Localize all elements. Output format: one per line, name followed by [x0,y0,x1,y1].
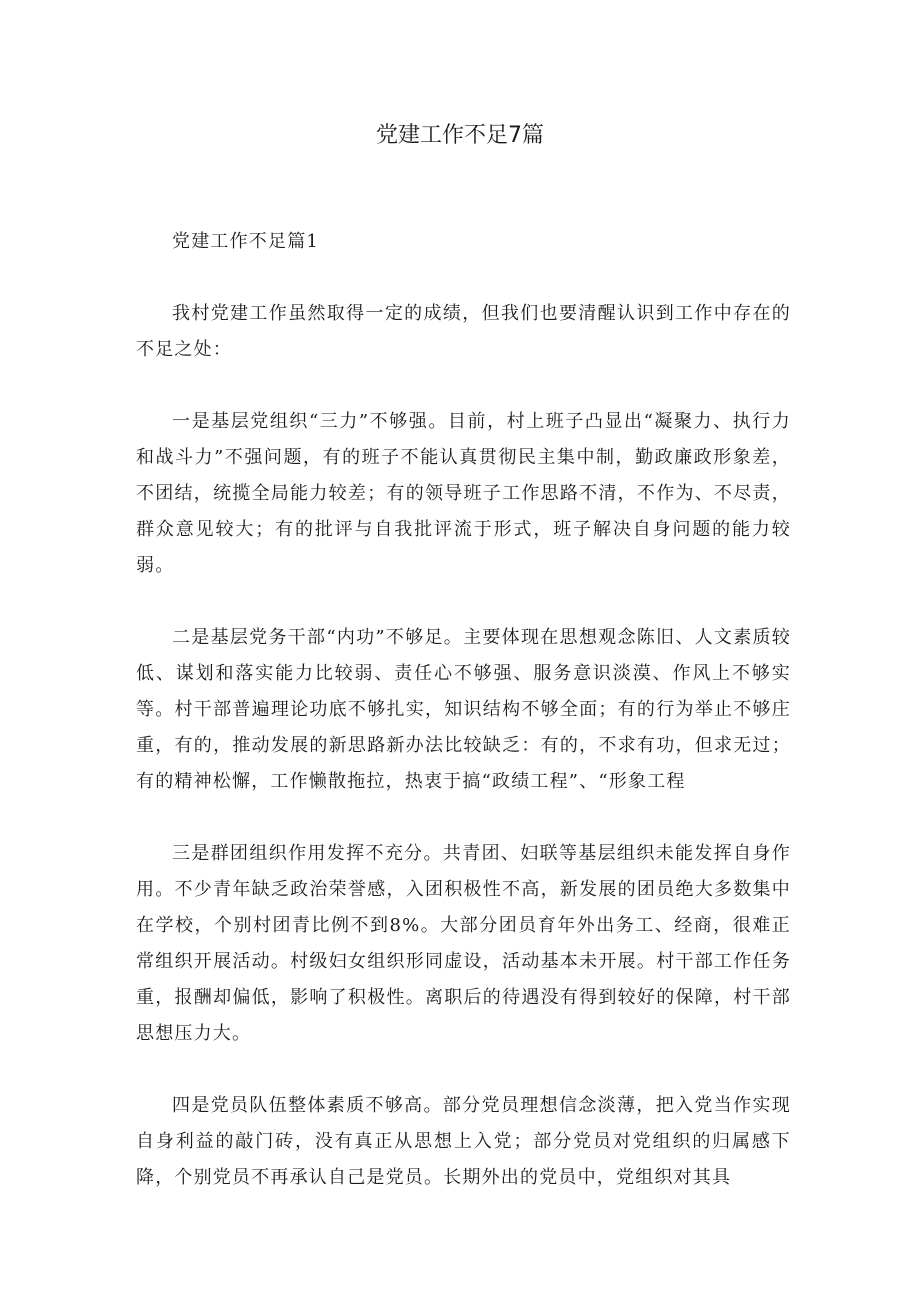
document-body [136,224,791,1196]
paragraph-point-4: 四是党员队伍整体素质不够高。部分党员理想信念淡薄，把入党当作实现自身利益的敲门砖，没有真正从思想上入党；部分党员对党组织的归属感下降，个别党员不再承认自己是党员。长期外出的党员中，党组织对其具 [136,1095,791,1188]
paragraph-point-2: 二是基层党务干部“内功”不够足。主要体现在思想观念陈旧、人文素质较低、谋划和落实能力比较弱、责任心不够强、服务意识淡漠、作风上不够实等。村干部普遍理论功底不够扎实，知识结构不够全面；有的行为举止不够庄重，有的，推动发展的新思路新办法比较缺乏：有的，不求有功，但求无过；有的精神松懈，工作懒散拖拉，热衷于搞“政绩工程”、“形象工程 [136,627,791,792]
section-heading: 党建工作不足篇1 [172,231,320,252]
paragraph-point-1: 一是基层党组织“三力”不够强。目前，村上班子凸显出“凝聚力、执行力和战斗力”不强问题，有的班子不能认真贯彻民主集中制，勤政廉政形象差，不团结，统揽全局能力较差；有的领导班子工作思路不清，不作为、不尽责，群众意见较大；有的批评与自我批评流于形式，班子解决自身问题的能力较弱。 [136,411,791,576]
paragraph-intro: 我村党建工作虽然取得一定的成绩，但我们也要清醒认识到工作中存在的不足之处： [136,303,791,360]
document-title: 党建工作不足7篇 [376,123,544,148]
paragraph-point-3: 三是群团组织作用发挥不充分。共青团、妇联等基层组织未能发挥自身作用。不少青年缺乏政治荣誉感，入团积极性不高，新发展的团员绝大多数集中在学校，个别村团青比例不到8%。大部分团员育年外出务工、经商，很难正常组织开展活动。村级妇女组织形同虚设，活动基本未开展。村干部工作任务重，报酬却偏低，影响了积极性。离职后的待遇没有得到较好的保障，村干部思想压力大。 [136,843,791,1044]
